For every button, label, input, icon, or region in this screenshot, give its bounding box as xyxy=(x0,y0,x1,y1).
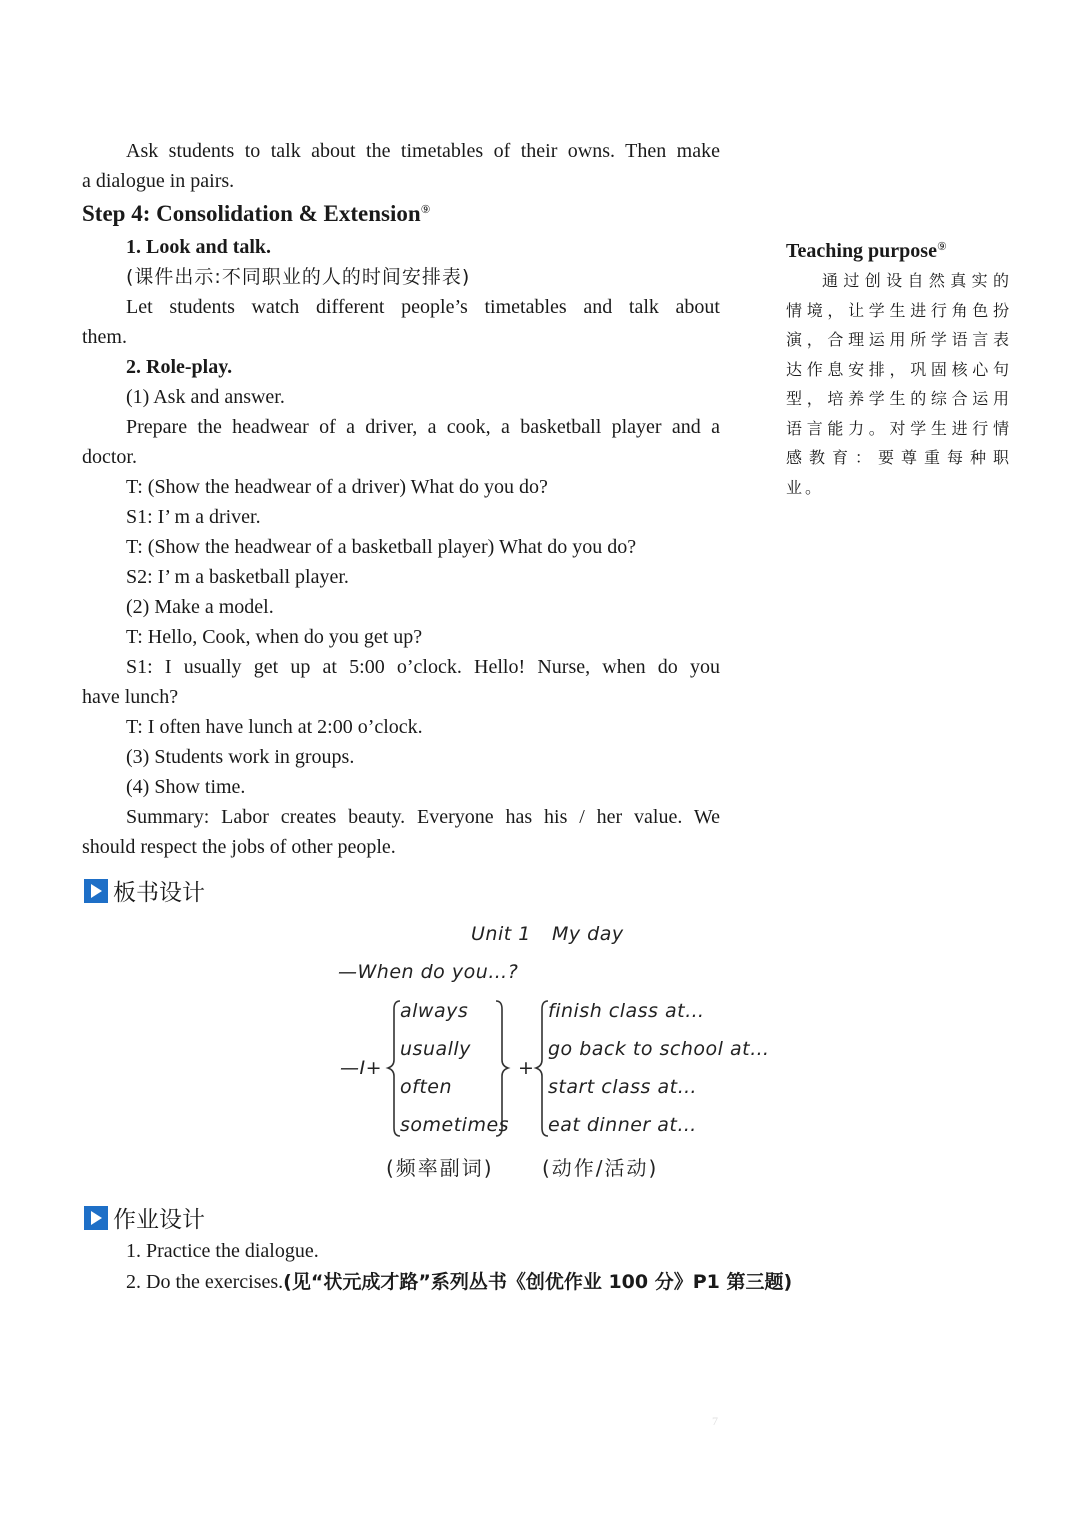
prepare-line1: Prepare the headwear of a driver, a cook, a basketball player and a xyxy=(126,416,720,438)
dialog-line: S2: I’ m a basketball player. xyxy=(126,566,349,588)
adverb-item: usually xyxy=(400,1038,471,1060)
teaching-purpose-label: Teaching purpose xyxy=(786,240,937,262)
model-t1: T: Hello, Cook, when do you get up? xyxy=(126,626,423,648)
board-answer-prefix: —I+ xyxy=(340,1057,383,1079)
homework-item-2-text: 2. Do the exercises. xyxy=(126,1271,284,1293)
adverb-item: always xyxy=(400,1000,469,1022)
step4-title: Step 4: Consolidation & Extension xyxy=(82,201,421,226)
teaching-purpose-sidebar xyxy=(786,236,1012,502)
show-time: (4) Show time. xyxy=(126,776,246,798)
board-design-title: 板书设计 xyxy=(113,880,205,906)
look-talk-cn-note: (课件出示:不同职业的人的时间安排表) xyxy=(126,266,471,288)
play-triangle-icon xyxy=(84,1206,108,1230)
dialog-line: S1: I’ m a driver. xyxy=(126,506,261,528)
activities-caption: (动作/活动) xyxy=(542,1156,659,1180)
look-talk-text-line1: Let students watch different people’s timetables and talk about xyxy=(126,296,720,318)
activity-item: finish class at… xyxy=(548,1000,705,1022)
model-t2: T: I often have lunch at 2:00 o’clock. xyxy=(126,716,423,738)
groups: (3) Students work in groups. xyxy=(126,746,355,768)
homework-title: 作业设计 xyxy=(113,1207,205,1233)
dialog-line: T: (Show the headwear of a driver) What do you do? xyxy=(126,476,548,498)
page-number: 7 xyxy=(712,1414,718,1428)
play-triangle-icon xyxy=(84,879,108,903)
homework-heading xyxy=(84,1201,205,1234)
make-model: (2) Make a model. xyxy=(126,596,274,618)
homework-list xyxy=(82,1236,982,1298)
step4-heading xyxy=(82,196,720,232)
purpose-line: 作息安排，巩固核心句型， xyxy=(786,359,1012,408)
purpose-line: 育：要尊重每种职业。 xyxy=(786,448,1012,497)
board-plus: + xyxy=(518,1057,535,1079)
teaching-purpose-title xyxy=(786,236,1012,266)
step3-tail-line1: Ask students to talk about the timetables of their owns. Then make xyxy=(126,140,720,162)
purpose-line: 通过创设自然真实的 xyxy=(822,271,1012,290)
purpose-line: 能力。对学生进行情感教 xyxy=(786,418,1012,467)
purpose-line: 情境，让学生进行角色扮 xyxy=(786,300,1012,320)
adverb-item: often xyxy=(400,1076,452,1098)
model-s1-line2: have lunch? xyxy=(82,686,179,708)
board-unit: Unit 1 xyxy=(471,923,531,945)
board-question: —When do you…? xyxy=(338,961,519,983)
main-column xyxy=(82,136,720,862)
summary-line1: Summary: Labor creates beauty. Everyone has his / her value. We xyxy=(126,806,720,828)
model-s1-line1: S1: I usually get up at 5:00 o’clock. Hello! Nurse, when do you xyxy=(126,656,720,678)
activity-item: start class at… xyxy=(548,1076,698,1098)
purpose-line: 演，合理运用所学语言表达 xyxy=(786,330,1012,379)
purpose-line: 培养学生的综合运用语言 xyxy=(786,389,1012,438)
note-mark: ⑨ xyxy=(420,204,431,216)
dialog-line: T: (Show the headwear of a basketball player) What do you do? xyxy=(126,536,637,558)
role-play-heading: 2. Role-play. xyxy=(126,356,233,378)
activity-item: go back to school at… xyxy=(548,1038,770,1060)
step3-tail-line2: a dialogue in pairs. xyxy=(82,170,235,192)
ask-answer: (1) Ask and answer. xyxy=(126,386,285,408)
look-talk-text-line2: them. xyxy=(82,326,127,348)
board-topic: My day xyxy=(552,923,624,945)
summary-line2: should respect the jobs of other people. xyxy=(82,836,396,858)
right-brace-icon xyxy=(496,1001,508,1136)
homework-item-1: 1. Practice the dialogue. xyxy=(126,1240,319,1262)
prepare-line2: doctor. xyxy=(82,446,137,468)
board-design-heading xyxy=(84,874,205,907)
note-mark: ⑨ xyxy=(936,241,947,253)
activity-item: eat dinner at… xyxy=(548,1114,697,1136)
teaching-purpose-text xyxy=(786,266,1012,502)
homework-item-2-ref: (见“状元成才路”系列丛书《创优作业 100 分》P1 第三题) xyxy=(283,1271,793,1293)
look-talk-heading: 1. Look and talk. xyxy=(126,236,272,258)
left-brace-icon xyxy=(388,1001,400,1136)
left-brace-icon xyxy=(536,1001,548,1136)
homework-item-2 xyxy=(82,1267,982,1298)
adverb-item: sometimes xyxy=(400,1114,510,1136)
adverbs-caption: (频率副词) xyxy=(386,1156,494,1180)
